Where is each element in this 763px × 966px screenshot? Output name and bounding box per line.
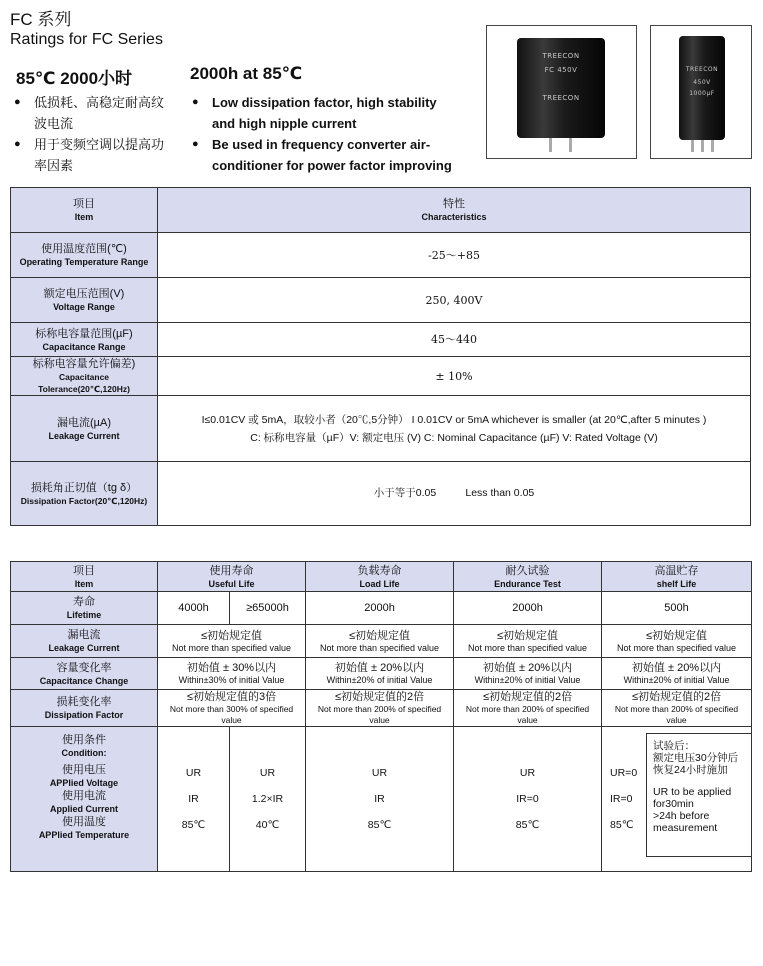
bullet-item: ● Be used in frequency converter air-conditioner for power factor improving xyxy=(192,134,462,176)
lead-pin xyxy=(711,140,714,152)
lead-pin xyxy=(701,140,704,152)
bullet-item: ● 用于变频空调以提高功率因素 xyxy=(14,134,164,176)
header-useful-life: 使用寿命 Useful Life xyxy=(158,562,306,592)
lead-pin xyxy=(569,138,572,152)
series-title-en: Ratings for FC Series xyxy=(10,31,163,48)
table-row-condition: 使用条件 Condition: 使用电压 APPlied Voltage 使用电流 Applied Current 使用温度 APPlied Temperature UR IR 85℃ UR 1.2×IR 40℃ UR IR 85℃ UR IR=0 85℃ UR=0 IR=0 85℃ xyxy=(11,727,752,872)
product-photo-2 xyxy=(650,25,752,159)
row-label: 寿命 Lifetime xyxy=(11,592,158,625)
table-row-capacitance-change: 容量变化率 Capacitance Change 初始值 ± 30%以内 Within±30% of initial Value 初始值 ± 20%以内 Within±20% of initial Value 初始值 ± 20%以内 Within±20% of initial Value 初始值 ± 20%以内 Within±20% of initial Value xyxy=(11,658,752,690)
table-header-row xyxy=(11,188,751,233)
subtitle-cn: 85℃ 2000小时 xyxy=(16,69,133,88)
row-value: 250, 400V xyxy=(158,278,751,323)
life-test-table xyxy=(10,561,752,872)
subtitle-en: 2000h at 85℃ xyxy=(190,64,303,83)
row-label: 额定电压范围(V) Voltage Range xyxy=(11,278,158,323)
header-load-life: 负载寿命 Load Life xyxy=(306,562,454,592)
table-row xyxy=(11,278,751,323)
header-characteristics: 特性 Characteristics xyxy=(158,188,751,233)
row-label: 容量变化率 Capacitance Change xyxy=(11,658,158,690)
row-value: ± 10% xyxy=(158,357,751,396)
bullet-list-cn xyxy=(14,92,164,176)
table-row-lifetime: 寿命 Lifetime 4000h ≥65000h 2000h 2000h 500h xyxy=(11,592,752,625)
bullet-dot-icon: ● xyxy=(192,138,199,150)
table-row xyxy=(11,233,751,278)
table-header-row xyxy=(11,562,752,592)
header-shelf-life: 高温贮存 shelf Life xyxy=(602,562,752,592)
lead-pin xyxy=(549,138,552,152)
row-value: -25～+85 xyxy=(158,233,751,278)
lead-pin xyxy=(691,140,694,152)
row-value: 45～440 xyxy=(158,323,751,357)
row-value: I≤0.01CV 或 5mA，取较小者（20℃,5分钟） I 0.01CV or 5mA whichever is smaller (at 20℃,after 5 minutes ) C: 标称电容量（µF）V: 额定电压 (V) C: Nominal Capacitance (µF) V: Rated Voltage (V) xyxy=(158,396,751,462)
bullet-item: ● Low dissipation factor, high stability and high nipple current xyxy=(192,92,462,134)
table-row-leakage: 漏电流 Leakage Current ≤初始规定值 Not more than specified value ≤初始规定值 Not more than specified value ≤初始规定值 Not more than specified value ≤初始规定值 Not more than specified value xyxy=(11,625,752,658)
row-value: 小于等于0.05 Less than 0.05 xyxy=(158,462,751,526)
row-label: 标称电容量范围(µF) Capacitance Range xyxy=(11,323,158,357)
bullet-dot-icon: ● xyxy=(192,96,199,108)
row-label: 使用温度范围(℃) Operating Temperature Range xyxy=(11,233,158,278)
bullet-list-en xyxy=(192,92,462,176)
table-row xyxy=(11,357,751,396)
row-label: 漏电流 Leakage Current xyxy=(11,625,158,658)
table-row-dissipation: 损耗变化率 Dissipation Factor ≤初始规定值的3倍 Not more than 300% of specified value ≤初始规定值的2倍 Not more than 200% of specified value ≤初始规定值的2倍 Not more than 200% of specified value ≤初始规定值的2倍 Not more than 200% of specified value xyxy=(11,690,752,727)
table-row xyxy=(11,396,751,462)
shelf-life-note: 试验后： 额定电压30分钟后 恢复24小时施加 UR to be applied for30min >24h before measurement xyxy=(646,733,752,857)
bullet-dot-icon: ● xyxy=(14,96,21,108)
table-row xyxy=(11,323,751,357)
header-endurance-test: 耐久试验 Endurance Test xyxy=(454,562,602,592)
bullet-dot-icon: ● xyxy=(14,138,21,150)
product-photo-1 xyxy=(486,25,637,159)
capacitor-image: TREECON FC 450V TREECON xyxy=(517,38,605,138)
series-title-cn: FC 系列 xyxy=(10,10,72,29)
capacitor-image: TREECON 450V 1000µF xyxy=(679,36,725,140)
row-label: 漏电流(µA) Leakage Current xyxy=(11,396,158,462)
bullet-item: ● 低损耗、高稳定耐高纹波电流 xyxy=(14,92,164,134)
header-item: 项目 Item xyxy=(11,562,158,592)
row-label: 损耗角正切值（tg δ） Dissipation Factor(20℃,120Hz) xyxy=(11,462,158,526)
row-label: 使用条件 Condition: 使用电压 APPlied Voltage 使用电流 Applied Current 使用温度 APPlied Temperature xyxy=(11,727,158,872)
row-label: 标称电容量允许偏差) Capacitance Tolerance(20℃,120Hz) xyxy=(11,357,158,396)
header-item: 项目 Item xyxy=(11,188,158,233)
characteristics-table xyxy=(10,187,751,526)
table-row xyxy=(11,462,751,526)
row-label: 损耗变化率 Dissipation Factor xyxy=(11,690,158,727)
